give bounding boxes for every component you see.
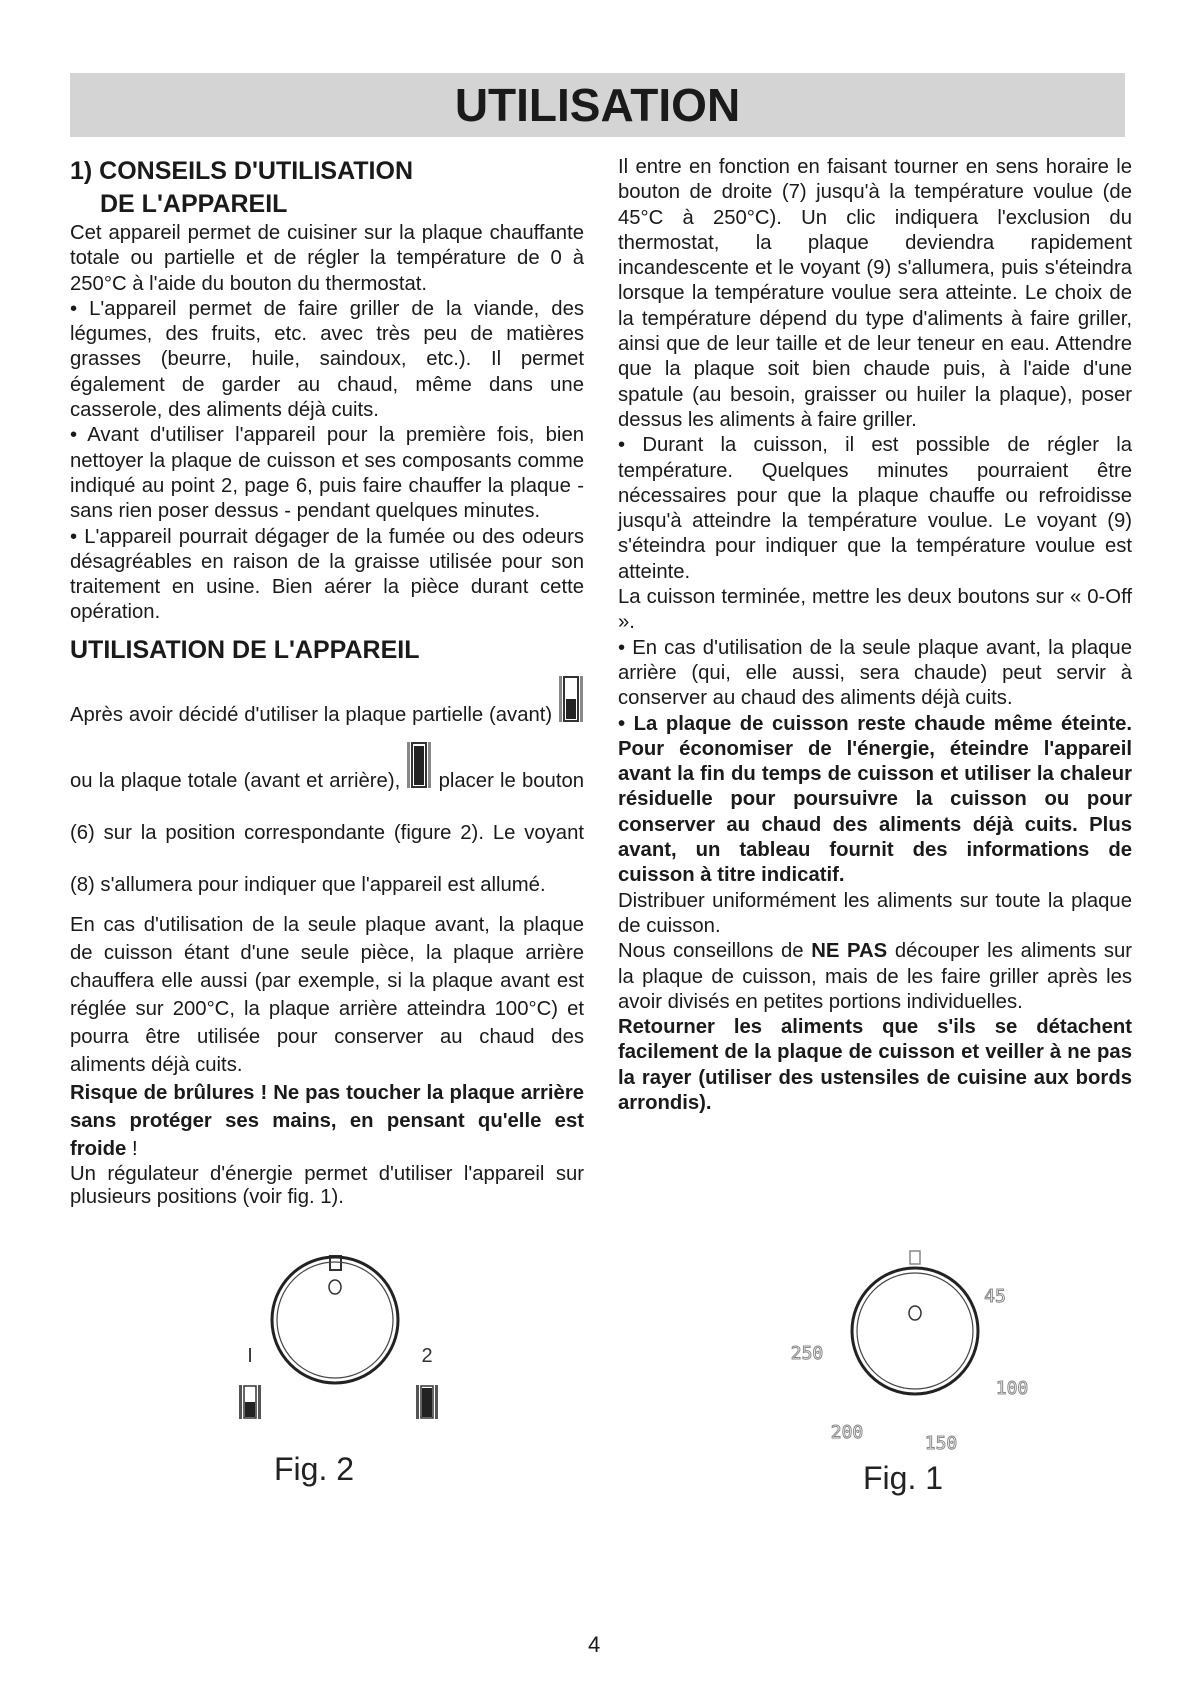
knob — [272, 1257, 398, 1383]
bold-text: NE PAS — [811, 940, 888, 963]
page-number: 4 — [588, 1632, 601, 1657]
paragraph: Distribuer uniformément les aliments sur toute la plaque de cuisson. — [618, 889, 1132, 937]
figure-2 — [239, 1256, 438, 1487]
paragraph: • Durant la cuisson, il est possible de régler la température. Quelques minutes pourraient être nécessaires pour que la plaque chauffe ou refroidisse jusqu'à atteindre la température voulue. Le voyant (9) s'éteindra pour indiquer que la température voulue est atteinte. — [618, 434, 1132, 583]
text: découper les aliments sur la plaque de cuisson, mais de les faire griller après les avoir divisés en petites portions individuelles. — [618, 940, 1132, 1013]
temp-label: 100 — [995, 1378, 1029, 1399]
paragraph: La cuisson terminée, mettre les deux boutons sur « 0-Off ». — [618, 586, 1132, 634]
knob-indicator — [329, 1280, 341, 1294]
paragraph: • Avant d'utiliser l'appareil pour la première fois, bien nettoyer la plaque de cuisson et ses composants comme indiqué au point 2, page 6, puis faire chauffer la plaque - sans rien poser dessus - pendant quelques minutes. — [70, 424, 584, 523]
figure-caption: Fig. 2 — [273, 1451, 355, 1487]
text: ou la plaque totale (avant et arrière), — [70, 769, 401, 792]
position-2-label: 2 — [421, 1345, 433, 1367]
text: ! — [126, 1137, 138, 1160]
bold-text: • La plaque de cuisson reste chaude même éteinte. Pour économiser de l'énergie, éteindre l'appareil avant la fin du temps de cuisson et utiliser la chaleur résiduelle pour poursuivre la cuisson ou pour conserver au chaud des aliments déjà cuits. Plus avant, un tableau fournit des informations de cuisson à titre indicatif. — [618, 712, 1132, 887]
page-title: UTILISATION — [454, 79, 741, 131]
paragraph: Un régulateur d'énergie permet d'utiliser l'appareil sur plusieurs positions (voir fig. 1). — [70, 1162, 584, 1208]
paragraph: • L'appareil pourrait dégager de la fumée ou des odeurs désagréables en raison de la graisse utilisée pour son traitement en usine. Bien aérer la pièce durant cette opération. — [70, 525, 584, 624]
section-heading-cont: DE L'APPAREIL — [100, 190, 288, 218]
paragraph: Cet appareil permet de cuisiner sur la plaque chauffante totale ou partielle et de régler la température de 0 à 250°C à l'aide du bouton du thermostat. — [70, 222, 584, 295]
paragraph: • L'appareil permet de faire griller de la viande, des légumes, des fruits, etc. avec très peu de matières grasses (beurre, huile, saindoux, etc.). Il permet également de garder au chaud, même dans une casserole, des aliments déjà cuits. — [70, 297, 584, 422]
section-heading: 1) CONSEILS D'UTILISATION — [70, 157, 413, 185]
text: placer le bouton (6) sur la position correspondante (figure 2). Le voyant (8) s'allumera pour indiquer que l'appareil est allumé. — [70, 769, 585, 896]
paragraph: En cas d'utilisation de la seule plaque avant, la plaque de cuisson étant d'une seule pièce, la plaque arrière chauffera elle aussi (par exemple, si la plaque avant est réglée sur 200°C, la plaque arrière atteindra 100°C) et pourra être utilisée pour conserver au chaud des aliments déjà cuits. — [70, 913, 584, 1076]
figure-caption: Fig. 1 — [862, 1460, 944, 1496]
paragraph: Il entre en fonction en faisant tourner en sens horaire le bouton de droite (7) jusqu'à la température voulue (de 45°C à 250°C). Un clic indiquera l'exclusion du thermostat, la plaque deviendra rapidement incandescente et le voyant (9) s'allumera, puis s'éteindra lorsque la température voulue sera atteinte. Le choix de la température dépend du type d'aliments à faire griller, ainsi que de leur taille et de leur teneur en eau. Attendre que la plaque soit bien chaude puis, à l'aide d'une spatule (au besoin, graisser ou huiler la plaque), poser dessus les aliments à faire griller. — [618, 156, 1132, 431]
text: Après avoir décidé d'utiliser la plaque partielle (avant) — [70, 703, 553, 726]
knob-indicator — [909, 1306, 921, 1320]
temp-label: 45 — [984, 1286, 1006, 1307]
section-heading: UTILISATION DE L'APPAREIL — [70, 635, 420, 664]
figure-1 — [791, 1251, 1029, 1496]
warning-text: Risque de brûlures ! Ne pas toucher la plaque arrière sans protéger ses mains, en pensant qu'elle est froide — [70, 1081, 584, 1160]
full-plate-icon — [416, 1385, 438, 1419]
paragraph: • En cas d'utilisation de la seule plaque avant, la plaque arrière (qui, elle aussi, sera chaude) peut servir à conserver au chaud des aliments déjà cuits. — [618, 636, 1132, 710]
knob — [852, 1268, 978, 1394]
temp-label: 150 — [924, 1433, 958, 1454]
bold-text: Retourner les aliments que s'ils se détachent facilement de la plaque de cuisson et veiller à ne pas la rayer (utiliser des ustensiles de cuisine aux bords arrondis). — [618, 1016, 1132, 1114]
text: Nous conseillons de — [618, 940, 812, 963]
position-1-label: I — [247, 1345, 253, 1367]
temp-label: 200 — [830, 1422, 864, 1443]
temp-label: 250 — [790, 1343, 824, 1364]
off-symbol-icon — [910, 1251, 920, 1264]
partial-plate-icon — [239, 1385, 261, 1419]
